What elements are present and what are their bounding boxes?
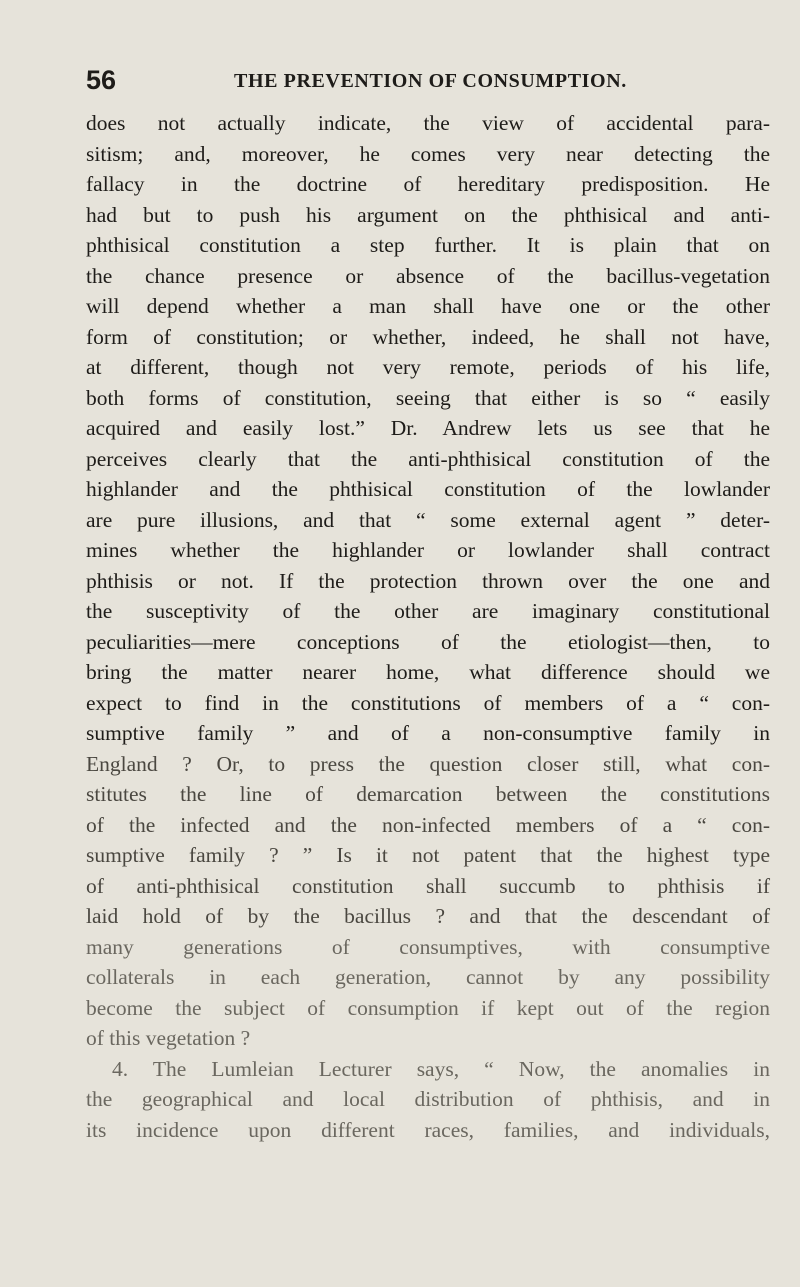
text-line: the geographical and local distribution of phthisis, and in	[86, 1087, 770, 1111]
text-line: sumptive family ? ” Is it not patent that the highest type	[86, 843, 770, 867]
text-line: the susceptivity of the other are imaginary constitutional	[86, 599, 770, 623]
text-line: both forms of constitution, seeing that either is so “ easily	[86, 385, 770, 410]
text-line: at different, though not very remote, periods of his life,	[86, 355, 770, 379]
text-line: phthisical constitution a step further. It is plain that on	[86, 233, 770, 257]
text-line: perceives clearly that the anti-phthisical constitution of the	[86, 446, 770, 471]
text-line: England ? Or, to press the question closer still, what con-	[86, 751, 770, 776]
text-line: sumptive family ” and of a non-consumptive family in	[86, 721, 770, 745]
text-line: many generations of consumptives, with consumptive	[86, 934, 770, 959]
body-text	[86, 108, 770, 1145]
text-line: collaterals in each generation, cannot by any possibility	[86, 965, 770, 989]
text-line: mines whether the highlander or lowlander shall contract	[86, 538, 770, 562]
text-line: will depend whether a man shall have one or the other	[86, 294, 770, 318]
text-line: of anti-phthisical constitution shall succumb to phthisis if	[86, 873, 770, 898]
text-line: expect to find in the constitutions of members of a “ con-	[86, 690, 770, 715]
text-line: of this vegetation ?	[86, 1026, 251, 1050]
text-line: phthisis or not. If the protection thrown over the one and	[86, 568, 770, 593]
text-line: laid hold of by the bacillus ? and that the descendant of	[86, 904, 770, 928]
text-line: had but to push his argument on the phthisical and anti-	[86, 202, 770, 227]
text-line: acquired and easily lost.” Dr. Andrew lets us see that he	[86, 416, 770, 440]
page-header	[86, 66, 766, 94]
text-line: highlander and the phthisical constitution of the lowlander	[86, 477, 770, 501]
text-line: peculiarities—mere conceptions of the etiologist—then, to	[86, 629, 770, 654]
page-number: 56	[86, 65, 117, 95]
text-line: of the infected and the non-infected members of a “ con-	[86, 812, 770, 837]
text-line: sitism; and, moreover, he comes very near detecting the	[86, 141, 770, 166]
text-line: does not actually indicate, the view of accidental para-	[86, 111, 770, 135]
text-line: the chance presence or absence of the bacillus-vegetation	[86, 263, 770, 288]
text-line: 4. The Lumleian Lecturer says, “ Now, the anomalies in	[112, 1056, 770, 1081]
text-line: fallacy in the doctrine of hereditary predisposition. He	[86, 172, 770, 196]
text-line: are pure illusions, and that “ some external agent ” deter-	[86, 507, 770, 532]
text-line: become the subject of consumption if kept out of the region	[86, 995, 770, 1020]
running-title: THE PREVENTION OF CONSUMPTION.	[234, 70, 627, 92]
text-line: bring the matter nearer home, what difference should we	[86, 660, 770, 684]
text-line: its incidence upon different races, families, and individuals,	[86, 1117, 770, 1142]
text-line: stitutes the line of demarcation between the constitutions	[86, 782, 770, 806]
text-line: form of constitution; or whether, indeed, he shall not have,	[86, 324, 770, 349]
